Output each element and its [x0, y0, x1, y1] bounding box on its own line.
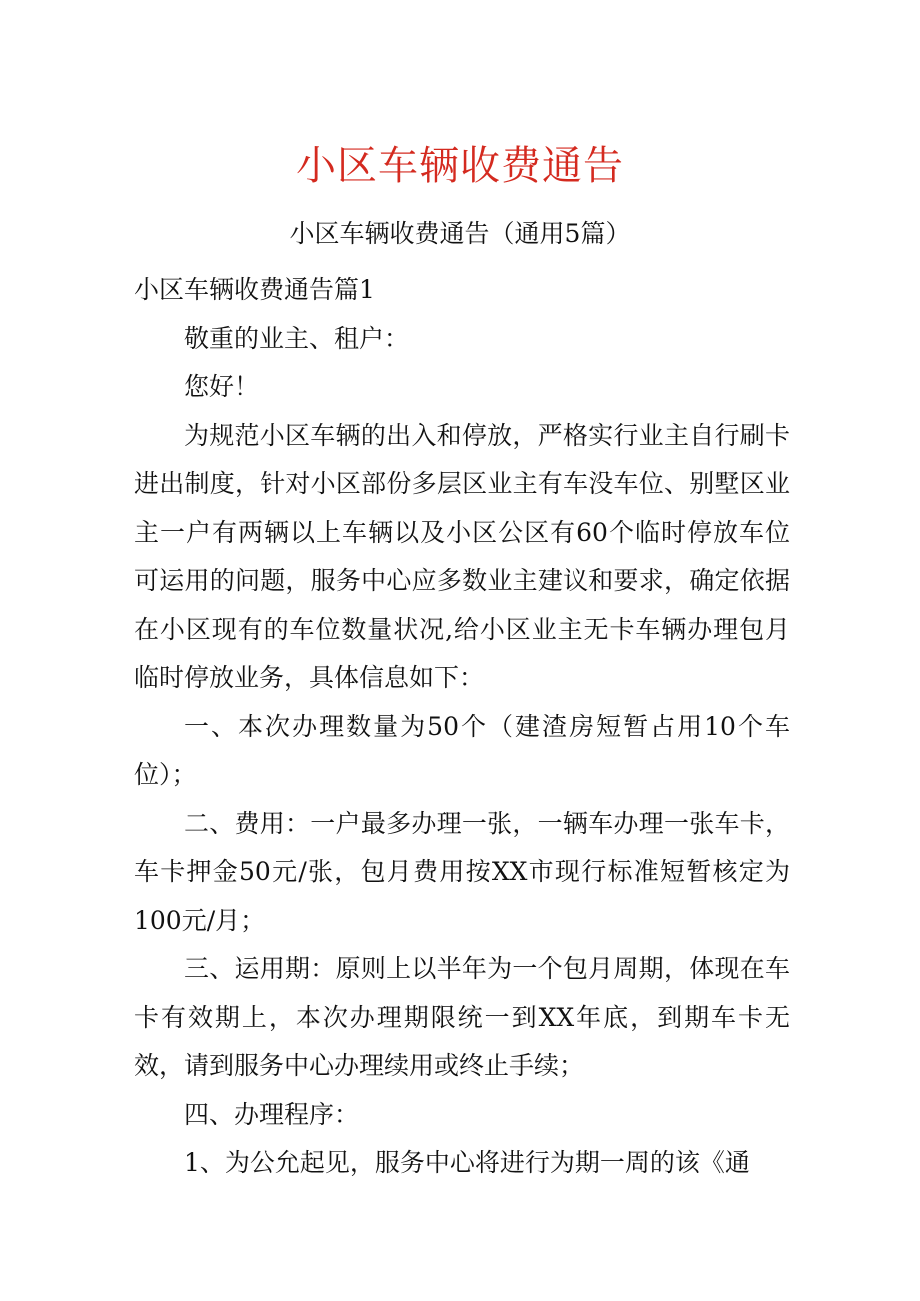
greeting: 您好！ [184, 372, 260, 401]
body-paragraph: 二、费用：一户最多办理一张，一辆车办理一张车卡，车卡押金50元/张，包月费用按XX市现行标准短暂核定为100元/月； [134, 808, 790, 935]
body-paragraph: 三、运用期：原则上以半年为一个包月周期，体现在车卡有效期上，本次办理期限统一到XX年底，到期车卡无效，请到服务中心办理续用或终止手续； [134, 954, 790, 1080]
body-paragraph: 1、为公允起见，服务中心将进行为期一周的该《通 [184, 1148, 750, 1177]
body-paragraph: 一、本次办理数量为50个（建渣房短暂占用10个车位）； [134, 711, 790, 789]
document-title: 小区车辆收费通告 [296, 143, 624, 189]
salutation: 敬重的业主、租户： [184, 323, 410, 353]
body-paragraph: 四、办理程序： [184, 1099, 360, 1129]
document-subtitle: 小区车辆收费通告（通用5篇） [289, 219, 631, 248]
section-heading: 小区车辆收费通告篇1 [134, 275, 375, 304]
document-body [134, 266, 790, 1188]
body-paragraph: 为规范小区车辆的出入和停放，严格实行业主自行刷卡进出制度，针对小区部份多层区业主有车没车位、别墅区业主一户有两辆以上车辆以及小区公区有60个临时停放车位可运用的问题，服务中心应多数业主建议和要求，确定依据在小区现有的车位数量状况,给小区业主无卡车辆办理包月临时停放业务，具体信息如下： [134, 420, 790, 692]
